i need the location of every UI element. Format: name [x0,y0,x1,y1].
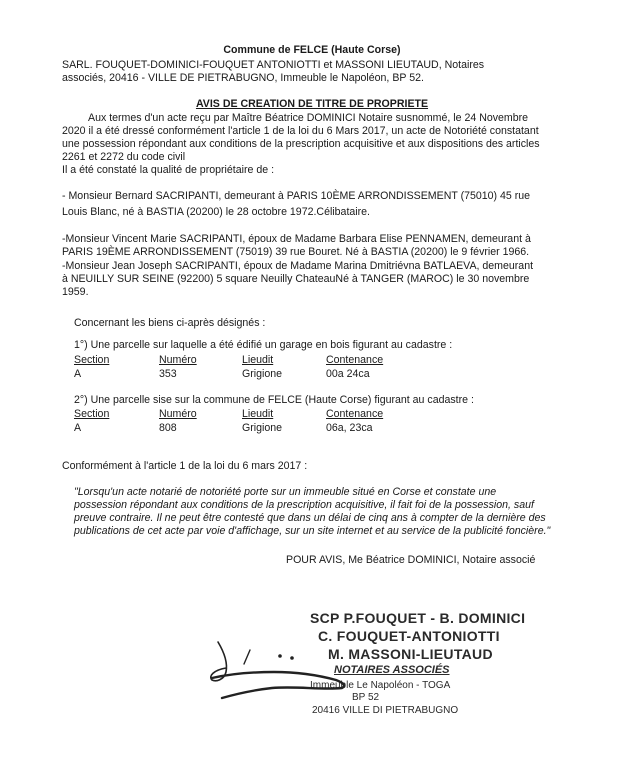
owners-intro: Il a été constaté la qualité de propriétaire de : [62,164,275,176]
stamp-line-6: BP 52 [352,692,380,703]
owner-3-line-2: à NEUILLY SUR SEINE (92200) 5 square Neuilly ChateauNé à TANGER (MAROC) le 30 novembre [62,273,530,285]
owner-2-line-1: -Monsieur Vincent Marie SACRIPANTI, époux de Madame Barbara Elise PENNAMEN, demeurant à [62,233,531,245]
stamp-line-2: C. FOUQUET-ANTONIOTTI [318,628,500,644]
conformity-line: Conformément à l'article 1 de la loi du 6 mars 2017 : [62,460,308,472]
parcel-2-contenance: 06a, 23ca [326,422,373,434]
owner-3-line-3: 1959. [62,286,89,298]
parcel-1-desc: 1°) Une parcelle sur laquelle a été édifié un garage en bois figurant au cadastre : [74,339,453,351]
parcel-2-header-contenance: Contenance [326,408,384,420]
signoff: POUR AVIS, Me Béatrice DOMINICI, Notaire associé [286,554,536,566]
notary-line-1: SARL. FOUQUET-DOMINICI-FOUQUET ANTONIOTTI et MASSONI LIEUTAUD, Notaires [62,59,485,71]
signature-scribble [196,628,356,700]
parcel-2-numero: 808 [159,422,177,434]
quote-line-3: preuve contraire. Il ne peut être contesté que dans un délai de cinq ans à compter de la dernière des [74,512,546,524]
intro-line-1: Aux termes d'un acte reçu par Maître Béatrice DOMINICI Notaire susnommé, le 24 Novembre [88,112,529,124]
stamp-line-1: SCP P.FOUQUET - B. DOMINICI [310,610,526,626]
quote-line-2: possession répondant aux conditions de la prescription acquisitive, il fait foi de la possession, sauf [74,499,534,511]
notice-title: AVIS DE CREATION DE TITRE DE PROPRIETE [195,98,429,110]
owner-1-line-2: Louis Blanc, né à BASTIA (20200) le 28 octobre 1972.Célibataire. [62,206,370,218]
parcel-1-header-lieudit: Lieudit [242,354,274,366]
intro-line-3: une possession répondant aux conditions de la prescription acquisitive et aux dispositions des articles [62,138,540,150]
parcel-1-section: A [74,368,82,380]
parcel-1-header-contenance: Contenance [326,354,384,366]
stamp-line-7: 20416 VILLE DI PIETRABUGNO [312,705,459,716]
parcel-2-header-numero: Numéro [159,408,197,420]
stamp-line-4: NOTAIRES ASSOCIÉS [334,664,450,676]
quote-line-4: publications de cet acte par voie d'affichage, sur un site internet et au service de la publicité foncière." [74,525,551,537]
parcel-2-desc: 2°) Une parcelle sise sur la commune de FELCE (Haute Corse) figurant au cadastre : [74,394,474,406]
intro-line-4: 2261 et 2272 du code civil [62,151,186,163]
quote-line-1: "Lorsqu'un acte notarié de notoriété porte sur un immeuble situé en Corse et constate une [74,486,497,498]
parcel-1-numero: 353 [159,368,177,380]
parcel-2-section: A [74,422,82,434]
stamp-line-3: M. MASSONI-LIEUTAUD [328,646,493,662]
parcel-2-header-section: Section [74,408,110,420]
stamp-line-5: Immeuble Le Napoléon - TOGA [310,680,451,691]
parcel-1-header-section: Section [74,354,110,366]
owner-2-line-2: PARIS 19ÈME ARRONDISSEMENT (75019) 39 rue Bouret. Né à BASTIA (20200) le 9 février 1966. [62,246,530,258]
owner-1-line-1: - Monsieur Bernard SACRIPANTI, demeurant à PARIS 10ÈME ARRONDISSEMENT (75010) 45 rue [62,190,531,202]
goods-intro: Concernant les biens ci-après désignés : [74,317,266,329]
owner-3-line-1: -Monsieur Jean Joseph SACRIPANTI, époux de Madame Marina Dmitriévna BATLAEVA, demeurant [62,260,534,272]
parcel-1-header-numero: Numéro [159,354,197,366]
parcel-2-lieudit: Grigione [242,422,283,434]
parcel-1-lieudit: Grigione [242,368,283,380]
parcel-1-contenance: 00a 24ca [326,368,370,380]
notary-line-2: associés, 20416 - VILLE DE PIETRABUGNO, Immeuble le Napoléon, BP 52. [62,72,424,84]
commune-title: Commune de FELCE (Haute Corse) [223,44,401,56]
parcel-2-header-lieudit: Lieudit [242,408,274,420]
intro-line-2: 2020 il a été dressé conformément l'article 1 de la loi du 6 Mars 2017, un acte de Notoriété constatant [62,125,539,137]
